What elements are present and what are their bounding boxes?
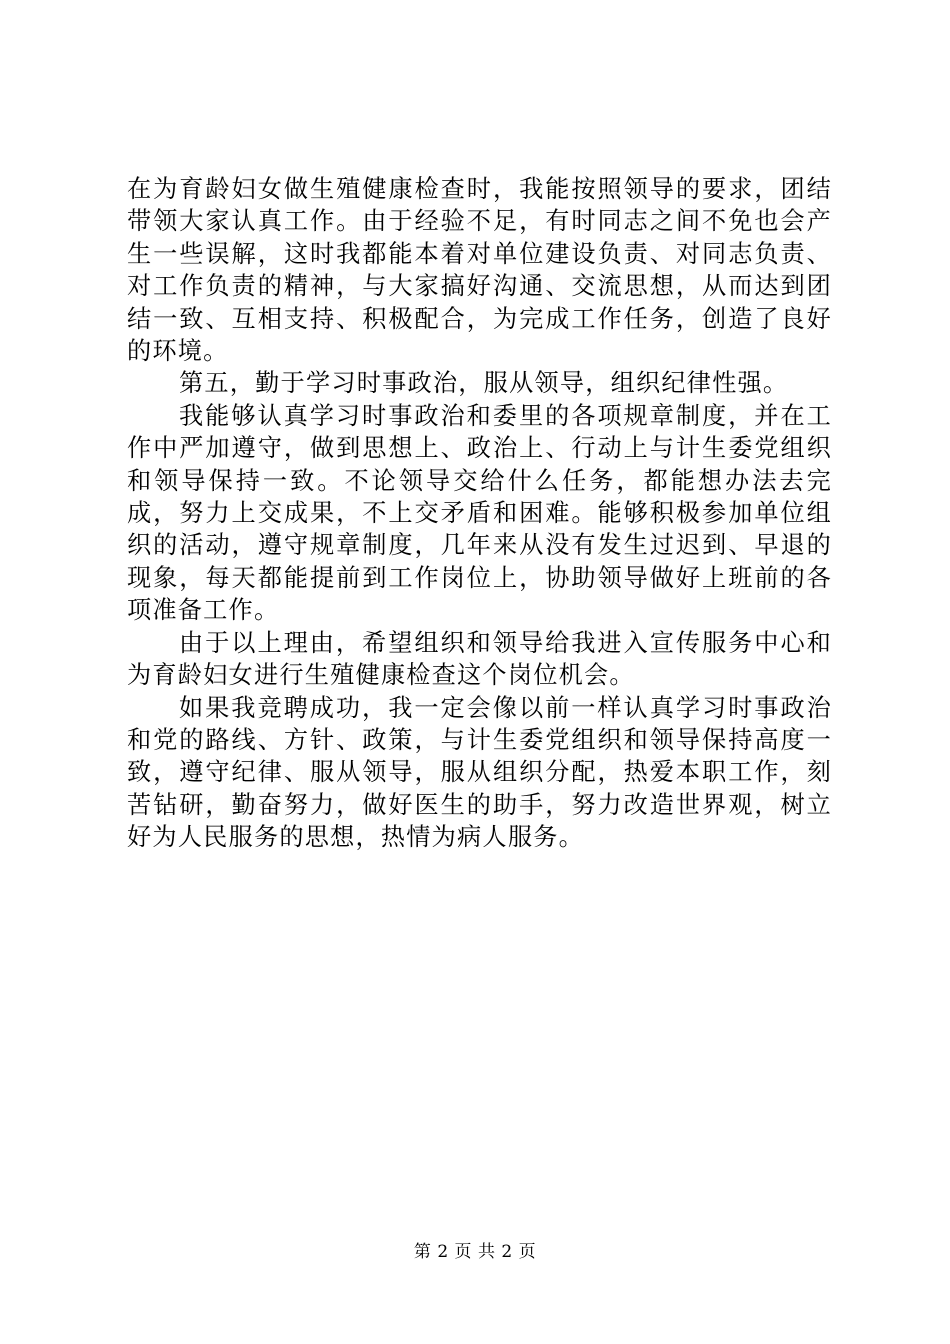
paragraph-1: 在为育龄妇女做生殖健康检查时，我能按照领导的要求，团结带领大家认真工作。由于经验不足，有时同志之间不免也会产生一些误解，这时我都能本着对单位建设负责、对同志负责、对工作负责的精神，与大家搞好沟通、交流思想，从而达到团结一致、互相支持、积极配合，为完成工作任务，创造了良好的环境。 (127, 175, 832, 366)
page-number-footer: 第 2 页 共 2 页 (413, 1242, 537, 1262)
document-body (127, 173, 832, 854)
paragraph-2: 第五，勤于学习时事政治，服从领导，组织纪律性强。 (179, 369, 789, 398)
paragraph-5: 如果我竞聘成功，我一定会像以前一样认真学习时事政治和党的路线、方针、政策，与计生委党组织和领导保持高度一致，遵守纪律、服从领导，服从组织分配，热爱本职工作，刻苦钻研，勤奋努力，做好医生的助手，努力改造世界观，树立好为人民服务的思想，热情为病人服务。 (127, 693, 832, 852)
paragraph-3: 我能够认真学习时事政治和委里的各项规章制度，并在工作中严加遵守，做到思想上、政治上、行动上与计生委党组织和领导保持一致。不论领导交给什么任务，都能想办法去完成，努力上交成果，不上交矛盾和困难。能够积极参加单位组织的活动，遵守规章制度，几年来从没有发生过迟到、早退的现象，每天都能提前到工作岗位上，协助领导做好上班前的各项准备工作。 (127, 401, 832, 625)
paragraph-4: 由于以上理由，希望组织和领导给我进入宣传服务中心和为育龄妇女进行生殖健康检查这个岗位机会。 (127, 628, 832, 690)
